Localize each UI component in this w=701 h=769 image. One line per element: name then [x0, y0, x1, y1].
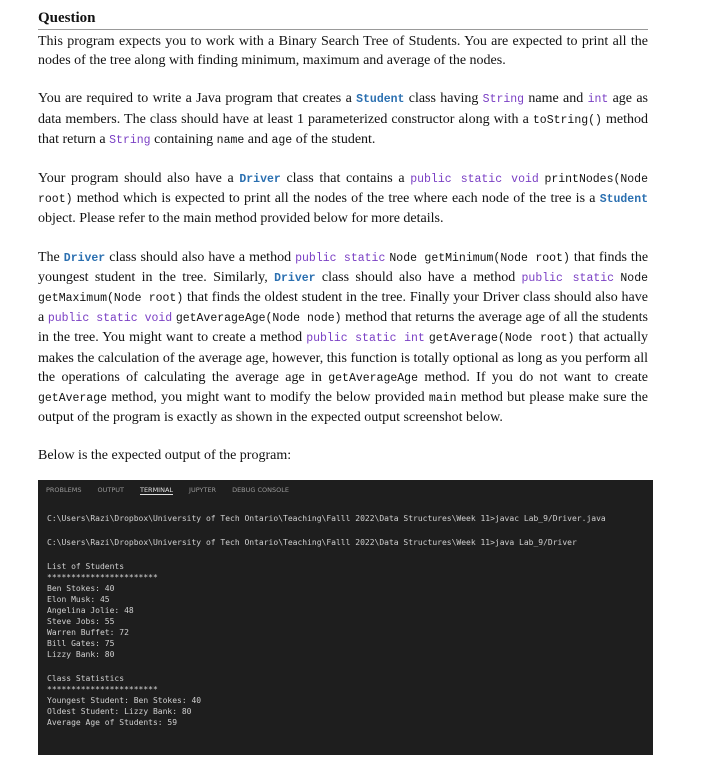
code-modifiers: public static void — [47, 312, 173, 326]
terminal-command: C:\Users\Razi\Dropbox\University of Tech Ontario\Teaching\Falll 2022\Data Structures\Week 11>javac Lab_9/Driver.java — [47, 514, 606, 523]
code-modifiers: public static — [521, 271, 615, 285]
intro-paragraph: This program expects you to work with a Binary Search Tree of Students. You are expected to print all the nodes of the tree along with finding minimum, maximum and average of the nodes. — [38, 34, 648, 69]
code-modifiers: public static int — [306, 332, 425, 346]
question-document — [38, 10, 648, 485]
code-main: main — [428, 392, 457, 406]
code-student: Student — [599, 193, 648, 207]
code-getaverage: getAverage — [38, 392, 108, 406]
code-getaverageage: getAverageAge(Node node) — [175, 312, 342, 326]
student-line: Steve Jobs: 55 — [47, 617, 115, 626]
student-class-paragraph: You are required to write a Java program that creates a Student class having String name and int age as data members. The class should have at least 1 parameterized constructor along with a toString() method that return a String containing name and age of the student. — [38, 91, 648, 147]
separator-stars: *********************** — [47, 573, 158, 582]
code-getaverageage: getAverageAge — [328, 371, 418, 385]
code-printnodes: printNodes(Node root) — [38, 173, 648, 207]
code-string: String — [482, 93, 525, 107]
tab-debug-console: DEBUG CONSOLE — [232, 486, 289, 494]
student-line: Angelina Jolie: 48 — [47, 606, 134, 615]
expected-output-caption: Below is the expected output of the program: — [38, 448, 292, 464]
tab-problems: PROBLEMS — [46, 486, 82, 494]
code-tostring: toString() — [532, 113, 602, 127]
code-getmaximum: Node getMaximum(Node root) — [38, 271, 649, 306]
stats-title: Class Statistics — [47, 674, 125, 683]
terminal-command: C:\Users\Razi\Dropbox\University of Tech Ontario\Teaching\Falll 2022\Data Structures\Week 11>java Lab_9/Driver — [47, 538, 577, 547]
code-getminimum: Node getMinimum(Node root) — [389, 251, 570, 265]
student-line: Elon Musk: 45 — [47, 595, 110, 604]
student-line: Warren Buffet: 72 — [47, 628, 129, 637]
code-getaverage: getAverage(Node root) — [428, 332, 575, 346]
code-int: int — [587, 93, 609, 107]
terminal-output — [38, 499, 653, 728]
terminal-screenshot — [38, 480, 653, 755]
code-modifiers: public static void — [410, 173, 539, 187]
driver-class-paragraph: Your program should also have a Driver class that contains a public static void printNodes(Node root) method which is expected to print all the nodes of the tree where each node of the tree is a Student object. Please refer to the main method provided below for more details. — [38, 171, 648, 227]
code-student: Student — [356, 93, 405, 107]
code-driver: Driver — [239, 173, 281, 187]
code-driver: Driver — [274, 271, 316, 285]
student-line: Ben Stokes: 40 — [47, 584, 115, 593]
student-line: Lizzy Bank: 80 — [47, 650, 115, 659]
average-line: Average Age of Students: 59 — [47, 718, 178, 727]
code-string: String — [109, 133, 151, 147]
youngest-line: Youngest Student: Ben Stokes: 40 — [47, 696, 202, 705]
code-driver: Driver — [63, 251, 106, 265]
tab-jupyter: JUPYTER — [189, 486, 217, 494]
code-age: age — [271, 133, 293, 147]
separator-stars: *********************** — [47, 685, 158, 694]
question-heading: Question — [38, 10, 648, 30]
panel-tabs — [38, 480, 653, 499]
student-line: Bill Gates: 75 — [47, 639, 115, 648]
code-modifiers: public static — [295, 251, 386, 265]
tab-terminal: TERMINAL — [139, 486, 174, 494]
tab-output: OUTPUT — [97, 486, 124, 494]
code-name: name — [216, 133, 245, 147]
list-title: List of Students — [47, 562, 125, 571]
oldest-line: Oldest Student: Lizzy Bank: 80 — [47, 707, 192, 716]
methods-paragraph: The Driver class should also have a method public static Node getMinimum(Node root) that finds the youngest student in the tree. Similarly, Driver class should also have a method public static Node getMaximum(Node root) that finds the oldest student in the tree. Finally your Driver class should also have a public static void getAverageAge(Node node) method that returns the average age of all the students in the tree. You might want to create a method public static int getAverage(Node root) that actually makes the calculation of the average age, however, this function is totally optional as long as you perform all the operations of calculating the average age in getAverageAge method. If you do not want to create getAverage method, you might want to modify the below provided main method but please make sure the output of the program is exactly as shown in the expected output screenshot below. — [38, 249, 649, 426]
